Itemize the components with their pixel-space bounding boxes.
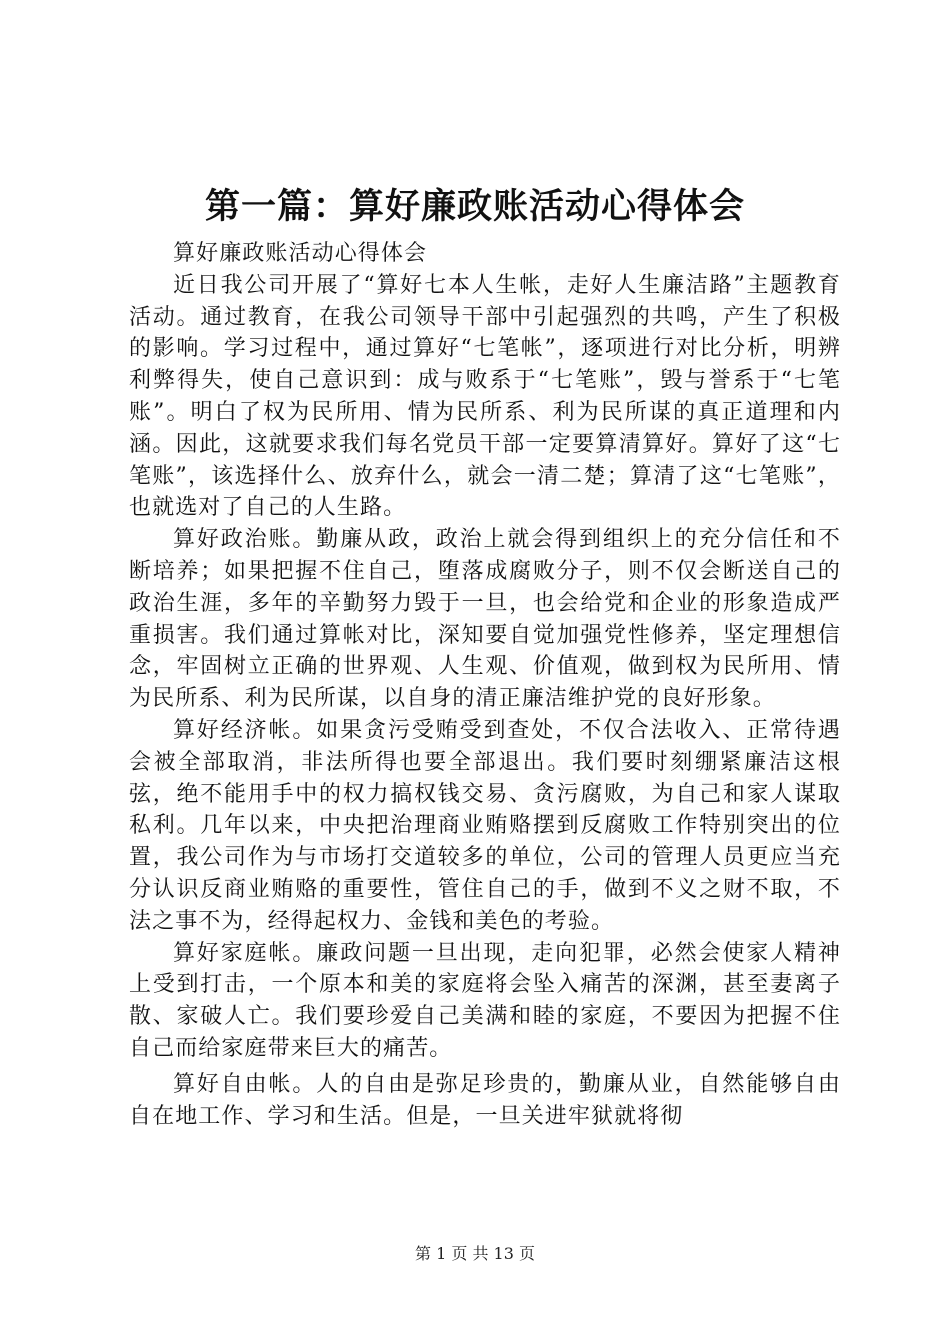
paragraph-family-account: 算好家庭帐。廉政问题一旦出现，走向犯罪，必然会使家人精神上受到打击，一个原本和美的家庭将会坠入痛苦的深渊，甚至妻离子散、家破人亡。我们要珍爱自己美满和睦的家庭，不要因为把握不住自己而给家庭带来巨大的痛苦。 — [129, 940, 841, 1061]
paragraph-intro: 近日我公司开展了“算好七本人生帐，走好人生廉洁路”主题教育活动。通过教育，在我公司领导干部中引起强烈的共鸣，产生了积极的影响。学习过程中，通过算好“七笔帐”，逐项进行对比分析，明辨利弊得失，使自己意识到：成与败系于“七笔账”，毁与誉系于“七笔账”。明白了权为民所用、情为民所系、利为民所谋的真正道理和内涵。因此，这就要求我们每名党员干部一定要算清算好。算好了这“七笔账”，该选择什么、放弃什么，就会一清二楚；算清了这“七笔账”，也就选对了自己的人生路。 — [129, 272, 841, 521]
paragraph-economic-account: 算好经济帐。如果贪污受贿受到查处，不仅合法收入、正常待遇会被全部取消，非法所得也要全部退出。我们要时刻绷紧廉洁这根弦，绝不能用手中的权力搞权钱交易、贪污腐败，为自己和家人谋取私利。几年以来，中央把治理商业贿赂摆到反腐败工作特别突出的位置，我公司作为与市场打交道较多的单位，公司的管理人员更应当充分认识反商业贿赂的重要性，管住自己的手，做到不义之财不取，不法之事不为，经得起权力、金钱和美色的考验。 — [129, 717, 841, 934]
subtitle-line: 算好廉政账活动心得体会 — [173, 241, 428, 266]
page-number-footer: 第 1 页 共 13 页 — [415, 1244, 535, 1263]
paragraph-freedom-account: 算好自由帐。人的自由是弥足珍贵的，勤廉从业，自然能够自由自在地工作、学习和生活。但是，一旦关进牢狱就将彻 — [129, 1071, 841, 1129]
paragraph-political-account: 算好政治账。勤廉从政，政治上就会得到组织上的充分信任和不断培养；如果把握不住自己，堕落成腐败分子，则不仅会断送自己的政治生涯，多年的辛勤努力毁于一旦，也会给党和企业的形象造成严重损害。我们通过算帐对比，深知要自觉加强党性修养，坚定理想信念，牢固树立正确的世界观、人生观、价值观，做到权为民所用、情为民所系、利为民所谋，以自身的清正廉洁维护党的良好形象。 — [129, 527, 841, 712]
document-title: 第一篇：算好廉政账活动心得体会 — [204, 186, 745, 227]
document-body — [129, 238, 841, 1132]
